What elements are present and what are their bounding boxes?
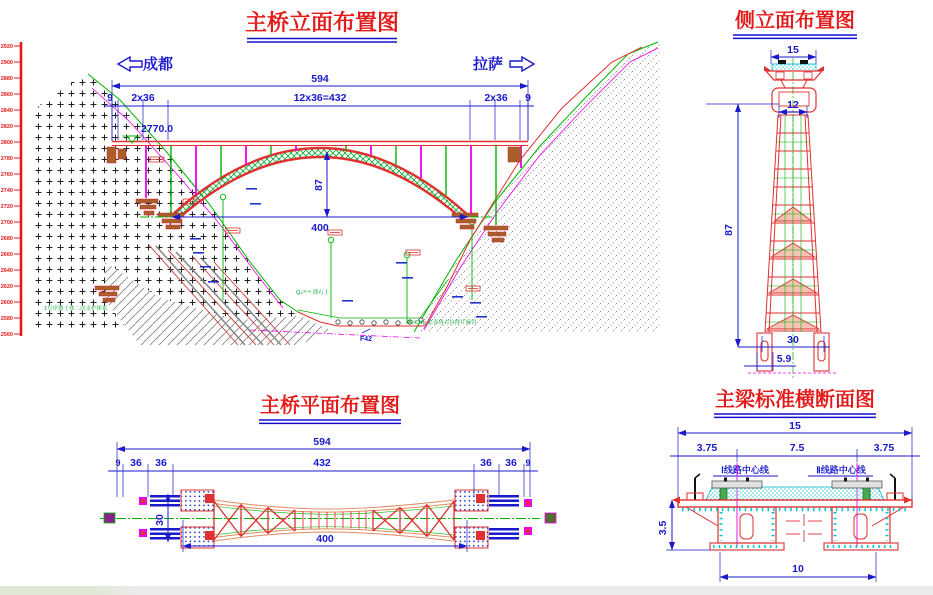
title-underline <box>247 39 397 43</box>
ruler-label: 2760 <box>0 172 13 178</box>
dim-15-deck: 15 <box>787 44 799 56</box>
dim-9-right: 9 <box>525 92 531 104</box>
elevation-title: 主桥立面布置图 <box>244 10 400 35</box>
track1-centerline-label: Ⅰ线路中心线 <box>721 465 769 475</box>
cross-section-view <box>657 387 920 582</box>
dim-36-c: 36 <box>480 457 492 469</box>
dim-7-5: 7.5 <box>789 442 805 454</box>
dim-9-left: 9 <box>115 458 121 468</box>
ruler-label: 2920 <box>0 44 13 50</box>
dim-5-9-foot: 5.9 <box>776 353 792 365</box>
dim-400: 400 <box>316 533 334 545</box>
slope-note-left: 1号岸坡土体二次支护体系 <box>44 306 108 312</box>
side-ballast <box>772 64 816 71</box>
ruler-label: 2580 <box>0 316 13 322</box>
top-slab <box>678 500 912 507</box>
dim-432: 432 <box>313 457 331 469</box>
diaphragm-dashes <box>786 514 822 542</box>
dim-2x36-right: 2x36 <box>484 92 508 104</box>
ruler-label: 2620 <box>0 284 13 290</box>
ruler-label: 2740 <box>0 188 13 194</box>
dim-30-width: 30 <box>154 514 166 526</box>
dim-400: 400 <box>311 222 329 234</box>
ruler-label: 2860 <box>0 92 13 98</box>
right-flange <box>824 543 898 550</box>
ruler-label: 2660 <box>0 252 13 258</box>
dim-87-rise: 87 <box>313 179 325 191</box>
shear-stud-hatch <box>682 510 908 547</box>
left-flange <box>710 543 784 550</box>
ruler-label: 2780 <box>0 156 13 162</box>
plan-chords <box>214 500 454 541</box>
arrow-right-icon <box>510 57 534 71</box>
ruler-label: 2640 <box>0 268 13 274</box>
ruler-label: 2840 <box>0 108 13 114</box>
dim-594: 594 <box>313 436 331 448</box>
elevation-view <box>1 10 660 345</box>
dim-3-5-depth: 3.5 <box>657 520 669 536</box>
direction-lhasa: 拉萨 <box>472 56 504 73</box>
ballast <box>706 487 884 500</box>
direction-chengdu: 成都 <box>142 56 174 73</box>
ruler-label: 2900 <box>0 60 13 66</box>
dim-87-height: 87 <box>723 224 735 236</box>
track2-slab <box>832 481 882 488</box>
dim-9-left: 9 <box>107 92 113 104</box>
track2-centerline-label: Ⅱ线路中心线 <box>816 465 866 475</box>
girder-section <box>672 463 912 550</box>
dim-36-d: 36 <box>505 457 517 469</box>
side-girder <box>766 71 822 80</box>
right-web <box>832 507 890 543</box>
plan-view <box>100 393 556 552</box>
left-web <box>718 507 776 543</box>
fault-label: F42 <box>359 336 373 343</box>
dim-594: 594 <box>311 73 329 85</box>
dim-2x36-left: 2x36 <box>131 92 155 104</box>
dim-3-75-right: 3.75 <box>873 442 895 454</box>
ruler-label: 2820 <box>0 124 13 130</box>
ruler-label: 2600 <box>0 300 13 306</box>
arrow-left-icon <box>118 57 142 71</box>
dim-12x36: 12x36=432 <box>293 92 347 104</box>
window-edge-bar <box>0 586 933 595</box>
title-underline <box>259 420 401 423</box>
section-title: 主梁标准横断面图 <box>715 389 875 411</box>
ruler-label: 2700 <box>0 220 13 226</box>
dim-9-right: 9 <box>525 458 531 468</box>
dim-3-75-left: 3.75 <box>696 442 718 454</box>
dim-12-top: 12 <box>787 99 799 111</box>
plan-title: 主桥平面布置图 <box>260 395 400 417</box>
terrain <box>34 42 660 345</box>
dim-36-b: 36 <box>155 457 167 469</box>
dim-30-base: 30 <box>787 334 799 346</box>
title-underline <box>714 414 876 417</box>
dim-10-bottom: 10 <box>792 563 804 575</box>
dim-36-a: 36 <box>130 457 142 469</box>
slope-note-right: AnЄNg 念青唐古拉群片麻岩 <box>408 320 477 326</box>
side-title: 侧立面布置图 <box>735 10 855 32</box>
deck-elevation-label: 2770.0 <box>140 123 174 135</box>
ruler-label: 2800 <box>0 140 13 146</box>
plan-green-edges <box>214 506 454 535</box>
soil-label: Q₄ᵈˡ⁺ᵉˡ 漂石土 <box>296 290 330 296</box>
ruler-label: 2680 <box>0 236 13 242</box>
title-underline <box>733 35 857 38</box>
ruler-label: 2880 <box>0 76 13 82</box>
dim-15: 15 <box>789 420 801 432</box>
elevation-ruler <box>1 42 21 338</box>
section-dimensions-bottom <box>657 500 876 582</box>
ruler-label: 2560 <box>0 332 13 338</box>
side-view <box>706 8 857 378</box>
ruler-label: 2720 <box>0 204 13 210</box>
track1-slab <box>712 481 762 488</box>
